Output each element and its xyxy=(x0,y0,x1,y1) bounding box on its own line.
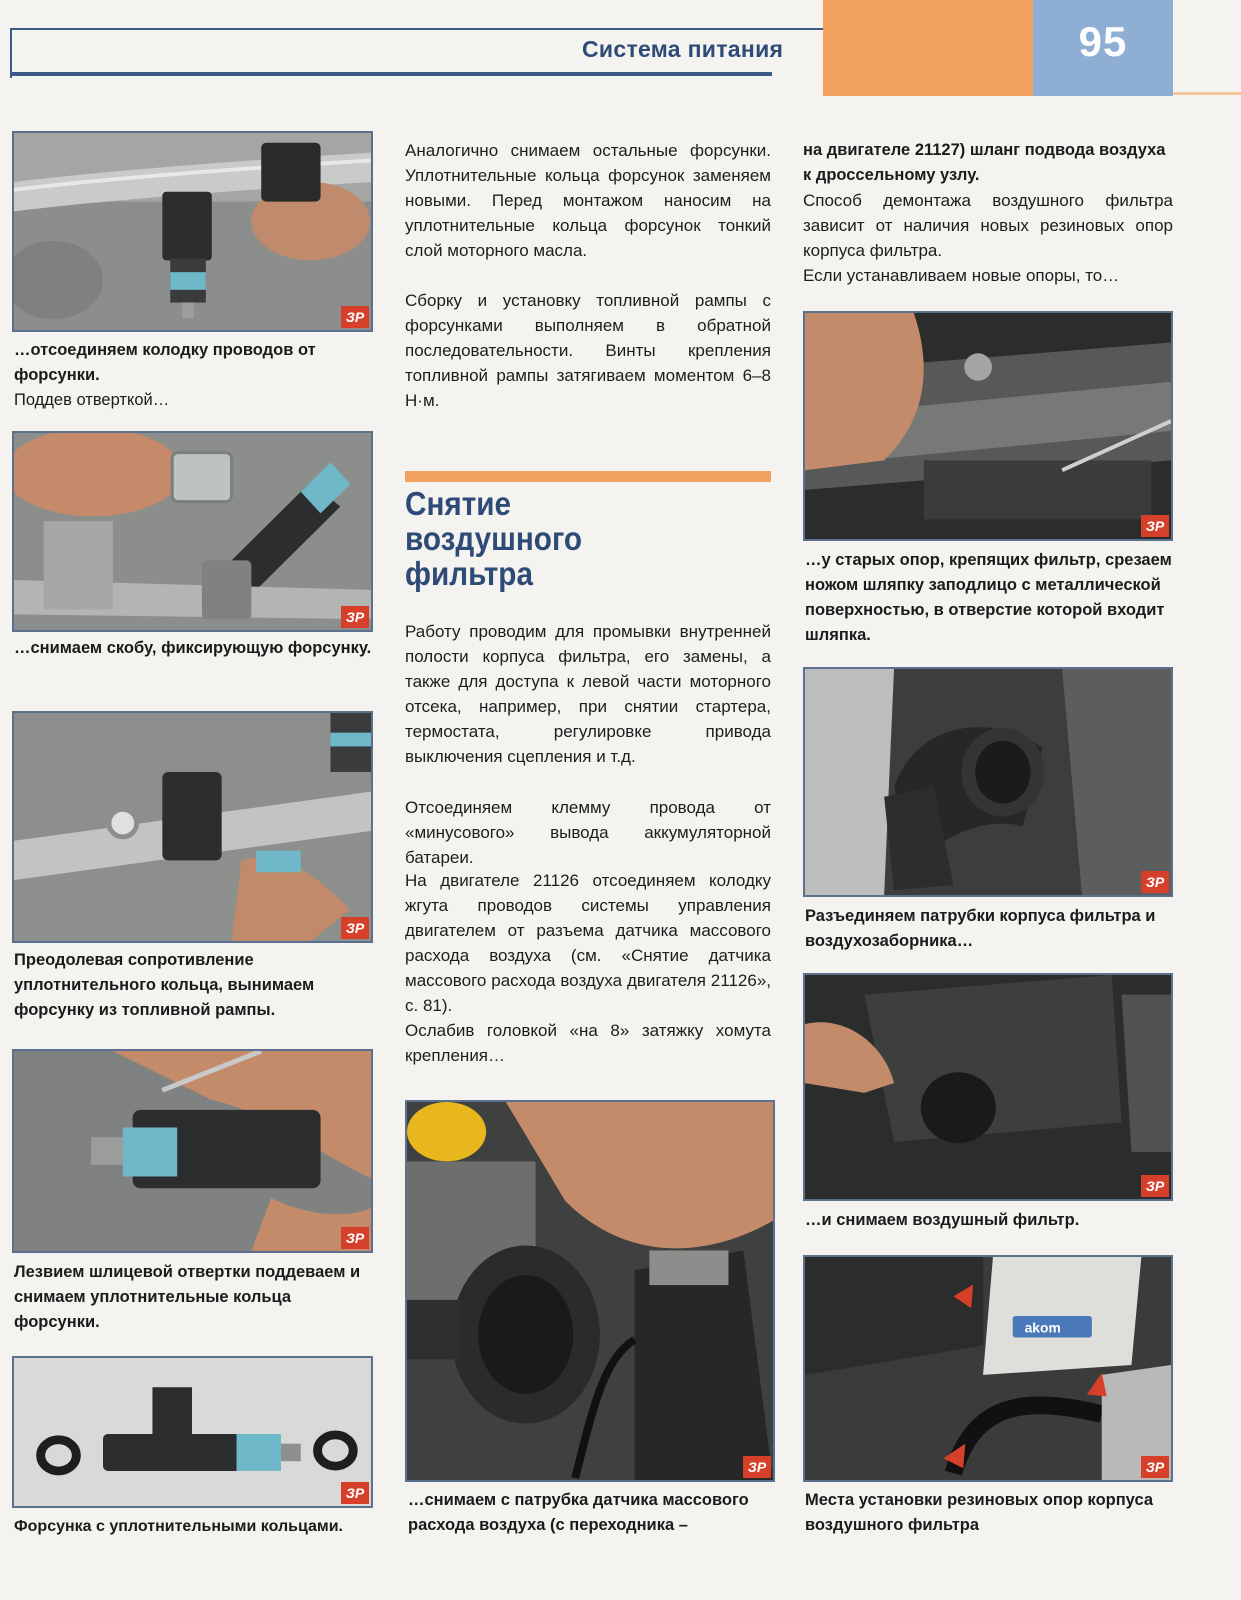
photo-filter-removal xyxy=(803,973,1173,1201)
paragraph: Сборку и установку топливной рампы с форсунками выполняем в обратной последовательности. Винты крепления топливной рампы затягиваем моментом 6–8 Н·м. xyxy=(405,291,771,410)
caption-r2: Разъединяем патрубки корпуса фильтра и воздухозаборника… xyxy=(805,907,1156,950)
caption-r3: …и снимаем воздушный фильтр. xyxy=(805,1211,1080,1229)
section-heading: Снятие воздушного фильтра xyxy=(405,485,583,592)
photo-seal-removal xyxy=(12,1049,373,1253)
caption-1 xyxy=(14,338,374,413)
paragraph: Аналогично снимаем остальные форсунки. Уплотнительные кольца форсунок заменяем новыми. Перед монтажом наносим на уплотнительные кольца форсунок тонкий слой моторного масла. xyxy=(405,141,771,260)
publisher-badge: ЗР xyxy=(341,306,369,328)
paragraph: Если устанавливаем новые опоры, то… xyxy=(803,266,1120,285)
paragraph: Отсоединяем клемму провода от «минусового» вывода аккумуляторной батареи. xyxy=(405,798,771,867)
caption-3: Преодолевая сопротивление уплотнительного кольца, вынимаем форсунку из топливной рампы. xyxy=(14,951,315,1019)
publisher-badge: ЗР xyxy=(1141,1175,1169,1197)
paragraph: Ослабив головкой «на 8» затяжку хомута крепления… xyxy=(405,1021,771,1065)
page-number: 95 xyxy=(1078,18,1128,65)
publisher-badge: ЗР xyxy=(341,1227,369,1249)
publisher-badge: ЗР xyxy=(743,1456,771,1478)
publisher-badge: ЗР xyxy=(341,606,369,628)
battery-brand-label: akom xyxy=(1024,1320,1061,1336)
photo-injector-with-seals xyxy=(12,1356,373,1508)
publisher-badge: ЗР xyxy=(341,1482,369,1504)
photo-filter-pipes xyxy=(803,667,1173,897)
caption-1-bold: …отсоединяем колодку проводов от форсунки. xyxy=(14,341,316,384)
caption-air-hose: …снимаем с патрубка датчика массового расхода воздуха (с переходника – xyxy=(408,1491,749,1534)
caption-r4: Места установки резиновых опор корпуса воздушного фильтра xyxy=(805,1491,1154,1534)
section-heading-bar xyxy=(405,471,771,482)
header-rule-vertical xyxy=(10,28,12,78)
photo-mount-locations xyxy=(803,1255,1173,1482)
photo-air-hose xyxy=(405,1100,775,1482)
photo-injector-connector xyxy=(12,131,373,332)
header-accent-orange xyxy=(823,0,1033,96)
publisher-badge: ЗР xyxy=(341,917,369,939)
caption-r1: …у старых опор, крепящих фильтр, срезаем ножом шляпку заподлицо с металлической поверхностью, в отверстие которой входит шляпка. xyxy=(805,551,1172,644)
caption-air-hose-continued: на двигателе 21127) шланг подвода воздуха к дроссельному узлу. xyxy=(803,141,1166,184)
photo-injector-clip xyxy=(12,431,373,632)
caption-2: …снимаем скобу, фиксирующую форсунку. xyxy=(14,639,372,657)
publisher-badge: ЗР xyxy=(1141,515,1169,537)
section-title: Система питания xyxy=(582,36,784,62)
caption-4: Лезвием шлицевой отвертки поддеваем и снимаем уплотнительные кольца форсунки. xyxy=(14,1263,361,1331)
photo-filter-mount xyxy=(803,311,1173,541)
paragraph: Способ демонтажа воздушного фильтра зависит от наличия новых резиновых опор корпуса фильтра. xyxy=(803,191,1173,260)
caption-1-normal: Поддев отверткой… xyxy=(14,391,170,409)
paragraph: На двигателе 21126 отсоединяем колодку жгута проводов системы управления двигателем от разъема датчика массового расхода воздуха (см. «Снятие датчика массового расхода воздуха двигателя 21126», с. 81). xyxy=(405,871,771,1015)
publisher-badge: ЗР xyxy=(1141,871,1169,893)
photo-injector-removal xyxy=(12,711,373,943)
header-accent-strip xyxy=(1173,92,1241,95)
publisher-badge: ЗР xyxy=(1141,1456,1169,1478)
caption-5: Форсунка с уплотнительными кольцами. xyxy=(14,1518,343,1535)
header-underline xyxy=(12,72,772,76)
paragraph: Работу проводим для промывки внутренней полости корпуса фильтра, его замены, а также для доступа к левой части моторного отсека, например, при снятии стартера, термостата, регулировке привода выключения сцепления и т.д. xyxy=(405,622,771,766)
